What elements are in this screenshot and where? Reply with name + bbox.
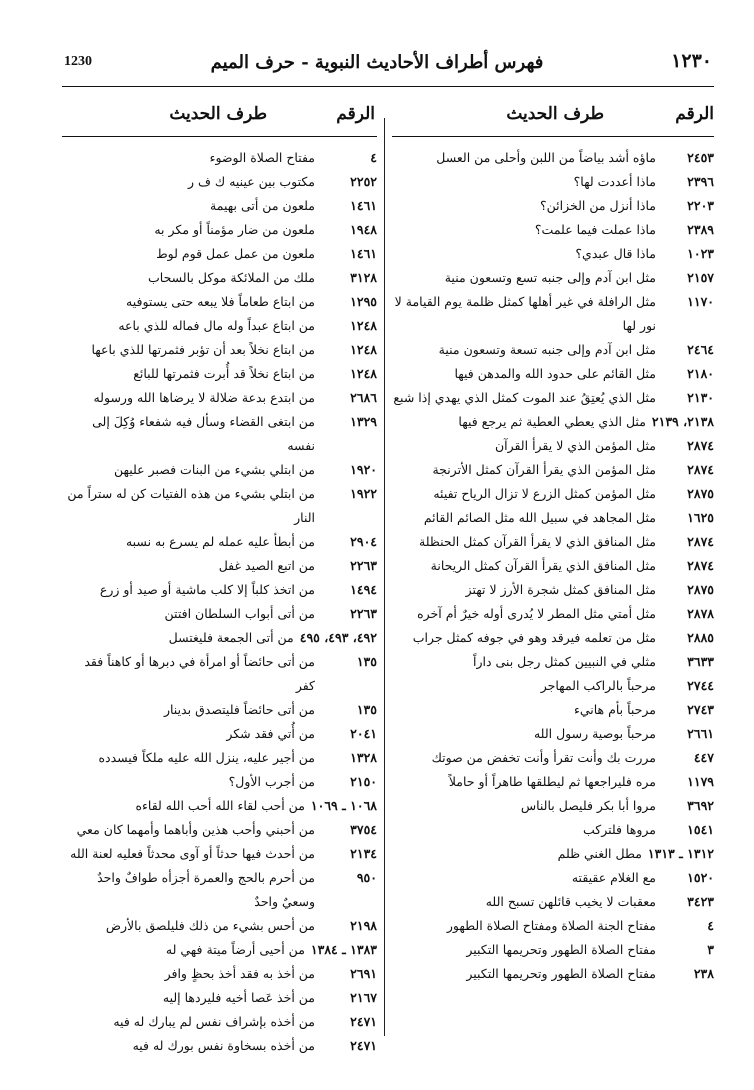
hadith-number: ١٣١٢ ـ ١٣١٣ xyxy=(647,846,714,861)
hadith-number: ٢٩٠٤ xyxy=(350,534,377,549)
index-entry xyxy=(392,794,714,818)
index-entry xyxy=(392,434,714,458)
hadith-number: ٣٧٥٤ xyxy=(350,822,377,837)
hadith-number: ١٤٦١ xyxy=(350,198,377,213)
hadith-number: ٢٣٨ xyxy=(693,966,714,981)
hadith-number: ٢١٥٠ xyxy=(350,774,377,789)
hadith-text: من أجرب الأول؟ xyxy=(228,774,315,789)
left-column-entries xyxy=(62,146,377,1058)
hadith-number: ١٤٦١ xyxy=(350,246,377,261)
hadith-number: ١٣٥ xyxy=(356,702,377,717)
hadith-text: من اتخذ كلباً إلا كلب ماشية أو صيد أو زرع xyxy=(99,582,315,597)
index-entry xyxy=(392,890,714,914)
index-entry xyxy=(392,218,714,242)
hadith-text: من أُتي فقد شكر xyxy=(226,726,315,741)
index-entry xyxy=(62,530,377,554)
left-column-heading xyxy=(62,100,377,140)
hadith-text: ماذا أعددت لها؟ xyxy=(573,174,656,189)
hadith-text: مرحباً بوصية رسول الله xyxy=(533,726,656,741)
hadith-text: من ابتغى القضاء وسأل فيه شفعاء وُكِلَ إلى نفسه xyxy=(92,414,315,453)
hadith-text: مرحباً بالراكب المهاجر xyxy=(540,678,656,693)
hadith-text: ملعون من ضار مؤمناً أو مكر به xyxy=(154,222,315,237)
index-entry xyxy=(62,794,377,818)
column-heading-text: طرف الحديث xyxy=(169,104,267,124)
index-entry xyxy=(62,482,377,530)
hadith-number: ٢١٣٤ xyxy=(350,846,377,861)
hadith-text: من ابتاع عبداً وله مال فماله للذي باعه xyxy=(118,318,315,333)
hadith-number: ١٠٢٣ xyxy=(687,246,714,261)
hadith-text: مثل ابن آدم وإلى جنبه تسع وتسعون منية xyxy=(444,270,656,285)
hadith-number: ٢٤٧١ xyxy=(350,1014,377,1029)
hadith-text: ماؤه أشد بياضاً من اللبن وأحلى من العسل xyxy=(436,150,656,165)
hadith-number: ٢١٩٨ xyxy=(350,918,377,933)
hadith-number: ٢٨٧٤ xyxy=(687,534,714,549)
right-column-heading xyxy=(392,100,714,140)
hadith-number: ١٢٩٥ xyxy=(350,294,377,309)
hadith-number: ٢٧٤٣ xyxy=(687,702,714,717)
hadith-text: مثل المنافق الذي لا يقرأ القرآن كمثل الحنظلة xyxy=(419,534,656,549)
index-entry xyxy=(62,722,377,746)
hadith-number: ٢١٦٧ xyxy=(350,990,377,1005)
hadith-number: ١١٧٩ xyxy=(687,774,714,789)
hadith-text: من أتى أبواب السلطان افتتن xyxy=(164,606,315,621)
page-title: فهرس أطراف الأحاديث النبوية - حرف الميم xyxy=(210,52,544,73)
hadith-text: مثل المجاهد في سبيل الله مثل الصائم القائم xyxy=(423,510,656,525)
index-entry xyxy=(392,530,714,554)
hadith-number: ٣٦٩٢ xyxy=(687,798,714,813)
index-entry xyxy=(62,770,377,794)
hadith-number: ١٠٦٨ ـ ١٠٦٩ xyxy=(310,798,377,813)
hadith-number: ١٤٩٤ xyxy=(350,582,377,597)
index-entry xyxy=(62,866,377,914)
page-number-arabic: ١٢٣٠ xyxy=(671,50,712,72)
hadith-number: ٤٤٧ xyxy=(693,750,714,765)
hadith-number: ٢٢٥٢ xyxy=(350,174,377,189)
hadith-number: ٢٢٠٣ xyxy=(687,198,714,213)
hadith-text: مره فليراجعها ثم ليطلقها طاهراً أو حاملاً xyxy=(448,774,656,789)
hadith-number: ٢٨٧٤ xyxy=(687,438,714,453)
hadith-text: معقبات لا يخيب قائلهن تسبح الله xyxy=(485,894,656,909)
index-entry xyxy=(392,842,714,866)
hadith-text: من أحيى أرضاً ميتة فهي له xyxy=(165,942,305,957)
index-entry xyxy=(62,218,377,242)
index-entry xyxy=(392,650,714,674)
hadith-text: مثل الذي يُعتِقُ عند الموت كمثل الذي يهدي إذا شبع xyxy=(393,390,656,405)
index-entry xyxy=(392,146,714,170)
hadith-number: ٢٨٧٨ xyxy=(687,606,714,621)
index-entry xyxy=(62,194,377,218)
index-entry xyxy=(62,602,377,626)
index-entry xyxy=(392,866,714,890)
hadith-text: من ابتاع نخلاً بعد أن تؤبر فثمرتها للذي باعها xyxy=(91,342,315,357)
hadith-number: ٤ xyxy=(707,918,714,933)
hadith-text: مررت بك وأنت تقرأ وأنت تخفض من صوتك xyxy=(431,750,656,765)
hadith-text: ماذا أنزل من الخزائن؟ xyxy=(540,198,656,213)
index-entry xyxy=(62,962,377,986)
index-entry xyxy=(392,578,714,602)
column-heading-text: طرف الحديث xyxy=(506,104,604,124)
hadith-number: ٢٤٧١ xyxy=(350,1038,377,1053)
hadith-number: ٣١٢٨ xyxy=(350,270,377,285)
hadith-number: ١٣٨٣ ـ ١٣٨٤ xyxy=(310,942,377,957)
index-entry xyxy=(62,362,377,386)
index-entry xyxy=(392,338,714,362)
index-entry xyxy=(392,722,714,746)
index-entry xyxy=(392,386,714,410)
hadith-number: ٣ xyxy=(707,942,714,957)
hadith-text: مثل الذي يعطي العطية ثم يرجع فيها xyxy=(458,414,646,429)
index-entry xyxy=(62,410,377,458)
hadith-number: ٢٣٩٦ xyxy=(687,174,714,189)
index-entry xyxy=(392,554,714,578)
index-entry xyxy=(392,818,714,842)
index-entry xyxy=(392,458,714,482)
hadith-number: ١٥٤١ xyxy=(687,822,714,837)
hadith-text: من ابتاع نخلاً قد أُبرت فثمرتها للبائع xyxy=(133,366,315,381)
index-entry xyxy=(62,698,377,722)
hadith-text: مروها فلتركب xyxy=(582,822,656,837)
index-entry xyxy=(392,290,714,338)
hadith-text: مكتوب بين عينيه ك ف ر xyxy=(187,174,315,189)
index-entry xyxy=(392,938,714,962)
index-entry xyxy=(62,938,377,962)
index-entry xyxy=(392,362,714,386)
hadith-text: مثل من تعلمه فيرقد وهو في جوفه كمثل جراب xyxy=(412,630,656,645)
hadith-number: ١٣٢٨ xyxy=(350,750,377,765)
hadith-text: ملعون من عمل عمل قوم لوط xyxy=(156,246,315,261)
column-heading-rule xyxy=(62,136,377,137)
hadith-text: ماذا قال عبدي؟ xyxy=(575,246,656,261)
hadith-number: ٣٦٣٣ xyxy=(687,654,714,669)
right-column xyxy=(392,100,714,986)
hadith-text: ملك من الملائكة موكل بالسحاب xyxy=(148,270,315,285)
index-entry xyxy=(392,626,714,650)
hadith-number: ٢٨٧٤ xyxy=(687,558,714,573)
index-entry xyxy=(62,146,377,170)
index-entry xyxy=(392,674,714,698)
hadith-text: مثل الرافلة في غير أهلها كمثل ظلمة يوم القيامة لا نور لها xyxy=(394,294,656,333)
hadith-text: من أخذ به فقد أخذ بحظٍ وافر xyxy=(164,966,315,981)
hadith-number: ٢٦٨٦ xyxy=(350,390,377,405)
index-entry xyxy=(62,842,377,866)
hadith-text: من أحب لقاء الله أحب الله لقاءه xyxy=(135,798,305,813)
column-heading-number: الرقم xyxy=(336,104,375,124)
hadith-text: مفتاح الصلاة الطهور وتحريمها التكبير xyxy=(466,966,656,981)
hadith-text: من أخذه بإشراف نفس لم يبارك له فيه xyxy=(113,1014,315,1029)
index-entry xyxy=(392,506,714,530)
hadith-number: ١١٧٠ xyxy=(687,294,714,309)
hadith-text: ماذا عملت فيما علمت؟ xyxy=(534,222,656,237)
index-entry xyxy=(62,986,377,1010)
hadith-text: مرحباً بأم هانيء xyxy=(573,702,656,717)
hadith-number: ٢١٣٠ xyxy=(687,390,714,405)
hadith-number: ١٢٤٨ xyxy=(350,318,377,333)
hadith-number: ٤ xyxy=(370,150,377,165)
hadith-number: ٢٨٧٤ xyxy=(687,462,714,477)
hadith-number: ٢٤٥٣ xyxy=(687,150,714,165)
hadith-number: ١٢٤٨ xyxy=(350,342,377,357)
index-entry xyxy=(62,266,377,290)
hadith-number: ١٦٢٥ xyxy=(687,510,714,525)
hadith-text: من أحس بشيء من ذلك فليلصق بالأرض xyxy=(105,918,315,933)
hadith-number: ١٢٤٨ xyxy=(350,366,377,381)
index-entry xyxy=(62,386,377,410)
index-entry xyxy=(62,170,377,194)
hadith-text: مثل المنافق الذي يقرأ القرآن كمثل الريحانة xyxy=(430,558,656,573)
hadith-number: ٢٣٨٩ xyxy=(687,222,714,237)
hadith-text: من ابتلي بشيء من هذه الفتيات كن له ستراً من النار xyxy=(67,486,315,525)
index-entry xyxy=(392,410,714,434)
index-entry xyxy=(62,458,377,482)
index-entry xyxy=(62,650,377,698)
index-entry xyxy=(62,338,377,362)
hadith-number: ٣٤٢٣ xyxy=(687,894,714,909)
hadith-text: ملعون من أتى بهيمة xyxy=(210,198,315,213)
hadith-number: ٢١٥٧ xyxy=(687,270,714,285)
hadith-text: من ابتدع بدعة ضلالة لا يرضاها الله ورسوله xyxy=(93,390,315,405)
hadith-number: ٩٥٠ xyxy=(356,870,377,885)
index-entry xyxy=(392,194,714,218)
hadith-text: مثل المؤمن كمثل الزرع لا تزال الرياح تفيئه xyxy=(433,486,656,501)
hadith-text: مروا أبا بكر فليصل بالناس xyxy=(520,798,656,813)
hadith-number: ٢١٨٠ xyxy=(687,366,714,381)
column-heading-number: الرقم xyxy=(675,104,714,124)
column-divider xyxy=(384,118,385,1036)
index-entry xyxy=(392,602,714,626)
hadith-text: من أحرم بالحج والعمرة أجزأه طوافٌ واحدٌ وسعيٌ واحدٌ xyxy=(97,870,315,909)
index-entry xyxy=(62,290,377,314)
hadith-number: ٢٠٤١ xyxy=(350,726,377,741)
index-entry xyxy=(392,698,714,722)
index-entry xyxy=(392,962,714,986)
header-rule xyxy=(62,86,714,87)
index-entry xyxy=(62,578,377,602)
hadith-text: مفتاح الصلاة الطهور وتحريمها التكبير xyxy=(466,942,656,957)
hadith-text: من أتى الجمعة فليغتسل xyxy=(168,630,294,645)
left-column xyxy=(62,100,377,1058)
hadith-text: من اتبع الصيد غفل xyxy=(218,558,315,573)
hadith-number: ٤٩٢، ٤٩٣، ٤٩٥ xyxy=(299,630,377,645)
index-entry xyxy=(62,1010,377,1034)
index-entry xyxy=(62,242,377,266)
right-column-entries xyxy=(392,146,714,986)
hadith-number: ٢٨٧٥ xyxy=(687,582,714,597)
hadith-text: من أتى حائضاً أو امرأة في دبرها أو كاهناً فقد كفر xyxy=(84,654,315,693)
hadith-text: من أبطأ عليه عمله لم يسرع به نسبه xyxy=(125,534,315,549)
index-entry xyxy=(392,266,714,290)
hadith-text: مفتاح الجنة الصلاة ومفتاح الصلاة الطهور xyxy=(446,918,656,933)
hadith-number: ٢٤٦٤ xyxy=(687,342,714,357)
column-heading-rule xyxy=(392,136,714,137)
index-entry xyxy=(62,314,377,338)
index-entry xyxy=(392,914,714,938)
index-entry xyxy=(62,1034,377,1058)
hadith-text: مثل المؤمن الذي لا يقرأ القرآن xyxy=(494,438,656,453)
hadith-number: ١٩٤٨ xyxy=(350,222,377,237)
index-entry xyxy=(62,818,377,842)
hadith-number: ١٥٢٠ xyxy=(687,870,714,885)
index-entry xyxy=(62,914,377,938)
hadith-number: ٢٢٦٣ xyxy=(350,606,377,621)
index-entry xyxy=(392,482,714,506)
hadith-text: مطل الغني ظلم xyxy=(557,846,642,861)
hadith-number: ٢٢٦٣ xyxy=(350,558,377,573)
hadith-text: من أخذ عَصا أخيه فليردها إليه xyxy=(162,990,315,1005)
hadith-number: ١٩٢٢ xyxy=(350,486,377,501)
hadith-text: مثل المنافق كمثل شجرة الأرز لا تهتز xyxy=(465,582,656,597)
hadith-text: من أحدث فيها حدثاً أو آوى محدثاً فعليه لعنة الله xyxy=(70,846,315,861)
index-entry xyxy=(62,554,377,578)
hadith-number: ٢٦٩١ xyxy=(350,966,377,981)
hadith-number: ٢٨٧٥ xyxy=(687,486,714,501)
hadith-text: من ابتاع طعاماً فلا يبعه حتى يستوفيه xyxy=(126,294,315,309)
hadith-text: مفتاح الصلاة الوضوء xyxy=(209,150,315,165)
hadith-text: مثلي في النبيين كمثل رجل بنى داراً xyxy=(472,654,656,669)
index-entry xyxy=(392,770,714,794)
index-entry xyxy=(392,170,714,194)
hadith-text: مثل ابن آدم وإلى جنبه تسعة وتسعون منية xyxy=(438,342,656,357)
hadith-text: مثل القائم على حدود الله والمدهن فيها xyxy=(454,366,656,381)
hadith-text: من أحبني وأحب هذين وأباهما وأمهما كان معي xyxy=(76,822,315,837)
page-number-latin: 1230 xyxy=(64,54,92,69)
hadith-text: من أخذه بسخاوة نفس بورك له فيه xyxy=(132,1038,315,1053)
hadith-text: مثل أمتي مثل المطر لا يُدرى أوله خيرٌ أم آخره xyxy=(417,606,656,621)
hadith-number: ٢٦٦١ xyxy=(687,726,714,741)
hadith-text: مثل المؤمن الذي يقرأ القرآن كمثل الأترنجة xyxy=(432,462,656,477)
hadith-number: ٢١٣٨، ٢١٣٩ xyxy=(651,414,714,429)
index-entry xyxy=(62,626,377,650)
hadith-text: من أجير عليه، ينزل الله عليه ملكاً فيسدده xyxy=(98,750,315,765)
index-entry xyxy=(392,242,714,266)
hadith-number: ٢٨٨٥ xyxy=(687,630,714,645)
hadith-text: مع الغلام عقيقته xyxy=(571,870,656,885)
hadith-text: من ابتلي بشيء من البنات فصبر عليهن xyxy=(113,462,315,477)
hadith-number: ١٣٥ xyxy=(356,654,377,669)
hadith-number: ١٩٢٠ xyxy=(350,462,377,477)
index-entry xyxy=(62,746,377,770)
hadith-text: من أتى حائضاً فليتصدق بدينار xyxy=(163,702,315,717)
hadith-number: ١٣٢٩ xyxy=(350,414,377,429)
hadith-number: ٢٧٤٤ xyxy=(687,678,714,693)
index-entry xyxy=(392,746,714,770)
